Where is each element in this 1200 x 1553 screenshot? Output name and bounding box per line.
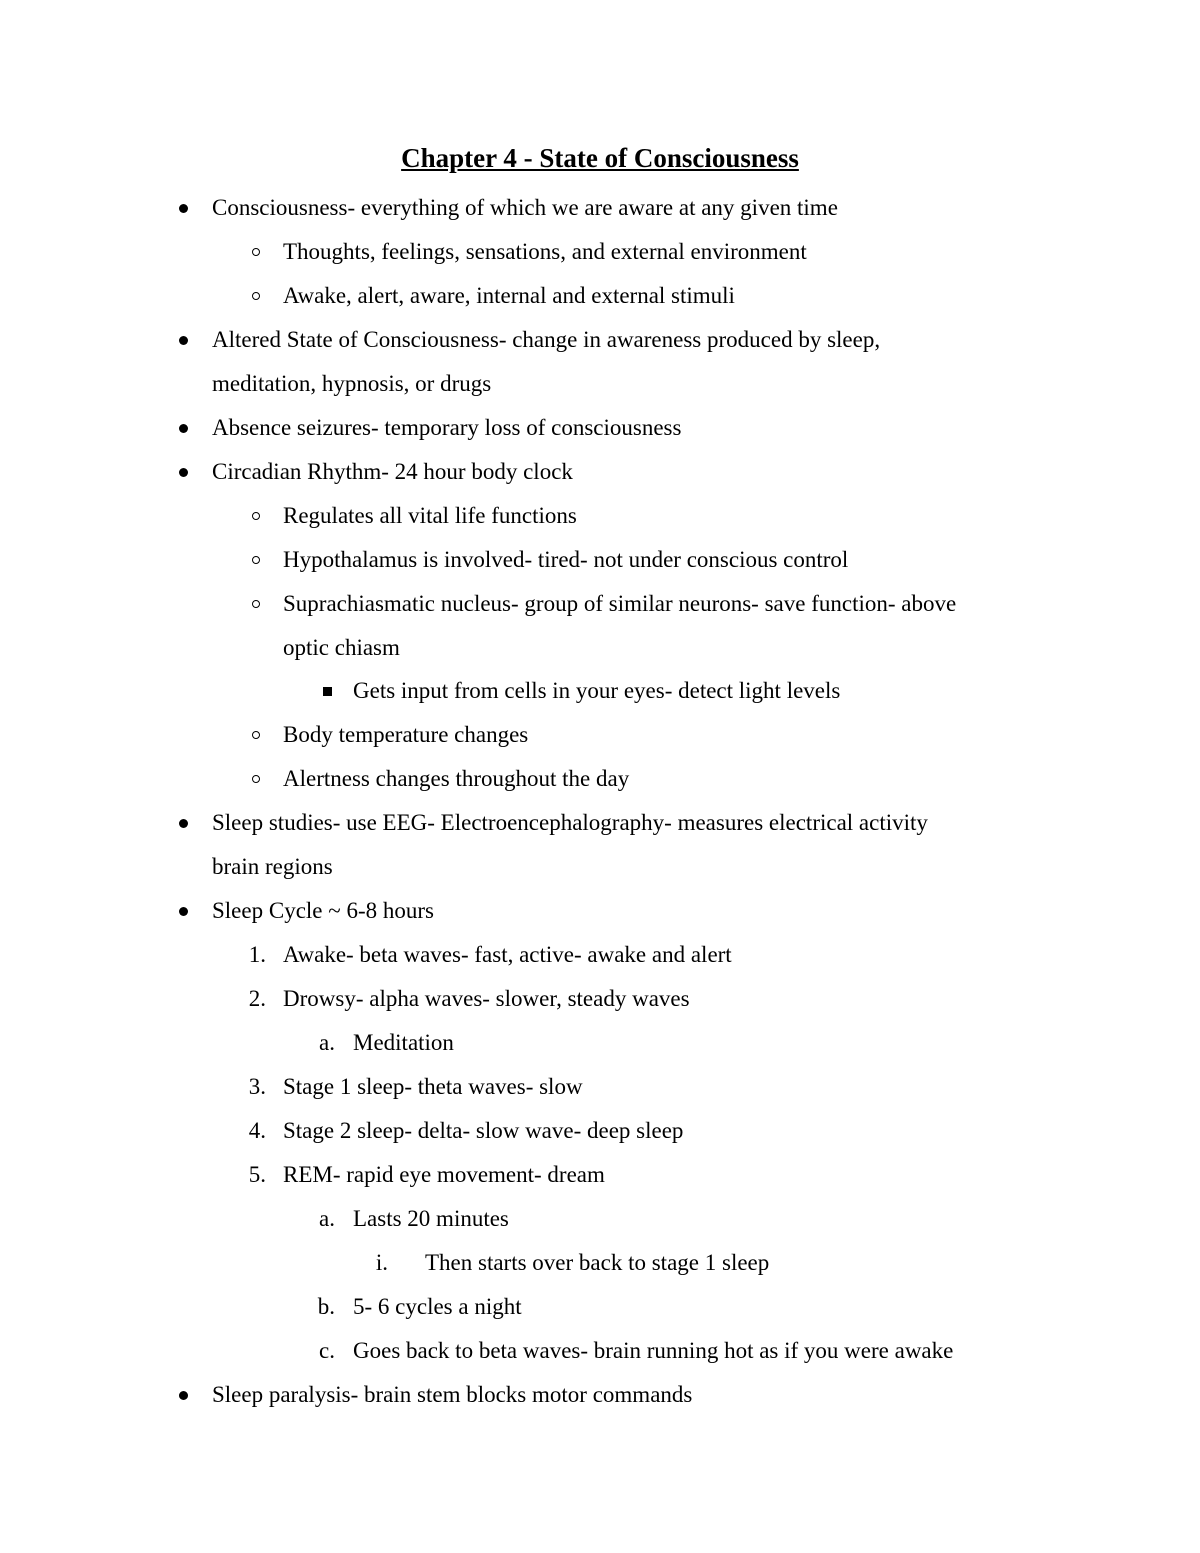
list-item: Meditation (353, 1030, 454, 1055)
bullet-circle (252, 248, 260, 256)
list-item: Sleep studies- use EEG- Electroencephalography- measures electrical activity (212, 810, 928, 835)
list-item: Altered State of Consciousness- change in awareness produced by sleep, (212, 327, 881, 352)
list-letter: b. (317, 1294, 335, 1319)
list-item-continuation: optic chiasm (283, 635, 400, 660)
bullet-circle (252, 731, 260, 739)
list-number: 4. (248, 1118, 266, 1143)
list-item: Stage 1 sleep- theta waves- slow (283, 1074, 583, 1099)
page-title: Chapter 4 - State of Consciousness (401, 143, 799, 173)
list-item: Body temperature changes (283, 722, 529, 747)
list-number: 2. (248, 986, 266, 1011)
list-item: Awake- beta waves- fast, active- awake and alert (283, 942, 732, 967)
list-item: Then starts over back to stage 1 sleep (425, 1250, 770, 1275)
list-item: Stage 2 sleep- delta- slow wave- deep sleep (283, 1118, 684, 1143)
list-item-continuation: meditation, hypnosis, or drugs (212, 371, 492, 396)
list-item: Regulates all vital life functions (283, 503, 577, 528)
bullet-disc (179, 1391, 188, 1400)
list-roman: i. (375, 1250, 388, 1275)
bullet-circle (252, 292, 260, 300)
list-number: 3. (248, 1074, 266, 1099)
list-item: Awake, alert, aware, internal and external stimuli (283, 283, 735, 308)
list-letter: c. (319, 1338, 335, 1363)
list-number: 5. (248, 1162, 266, 1187)
list-item: Circadian Rhythm- 24 hour body clock (212, 459, 573, 484)
bullet-circle (252, 775, 260, 783)
bullet-disc (179, 204, 188, 213)
list-item: Consciousness- everything of which we are aware at any given time (212, 195, 838, 220)
bullet-disc (179, 819, 188, 828)
list-letter: a. (319, 1030, 335, 1055)
bullet-disc (179, 336, 188, 345)
list-item: Sleep Cycle ~ 6-8 hours (212, 898, 434, 923)
bullet-circle (252, 512, 260, 520)
list-item: Absence seizures- temporary loss of consciousness (212, 415, 682, 440)
list-item: Goes back to beta waves- brain running hot as if you were awake (353, 1338, 954, 1363)
list-letter: a. (319, 1206, 335, 1231)
list-item: Sleep paralysis- brain stem blocks motor commands (212, 1382, 693, 1407)
bullet-disc (179, 907, 188, 916)
bullet-square (323, 687, 332, 696)
list-item: Hypothalamus is involved- tired- not under conscious control (283, 547, 849, 572)
list-number: 1. (248, 942, 266, 967)
list-item: 5- 6 cycles a night (353, 1294, 522, 1319)
bullet-circle (252, 600, 260, 608)
list-item: Thoughts, feelings, sensations, and external environment (283, 239, 807, 264)
list-item: Alertness changes throughout the day (283, 766, 630, 791)
bullet-circle (252, 556, 260, 564)
list-item-continuation: brain regions (212, 854, 333, 879)
list-item: REM- rapid eye movement- dream (283, 1162, 605, 1187)
list-item: Suprachiasmatic nucleus- group of similar neurons- save function- above (283, 591, 957, 616)
list-item: Drowsy- alpha waves- slower, steady waves (283, 986, 690, 1011)
list-item: Lasts 20 minutes (353, 1206, 509, 1231)
bullet-disc (179, 424, 188, 433)
list-item: Gets input from cells in your eyes- detect light levels (353, 678, 841, 703)
bullet-disc (179, 468, 188, 477)
